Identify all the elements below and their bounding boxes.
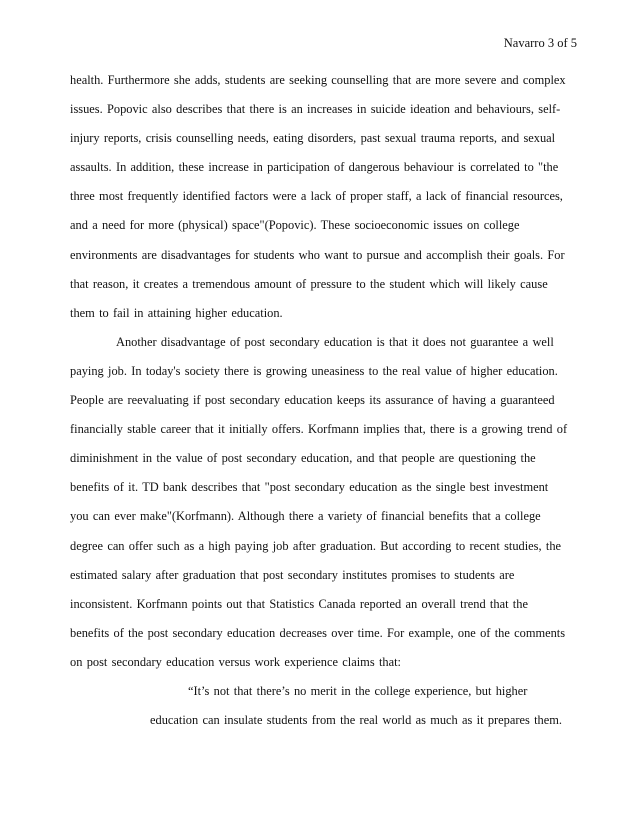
- text-line: estimated salary after graduation that post secondary institutes promises to students are: [70, 567, 515, 582]
- running-head: Navarro 3 of 5: [503, 36, 577, 50]
- block-quote-line: education can insulate students from the real world as much as it prepares them.: [150, 713, 562, 728]
- text-line: diminishment in the value of post secondary education, and that people are questioning the: [70, 451, 536, 466]
- text-line: that reason, it creates a tremendous amount of pressure to the student which will likely cause: [70, 276, 548, 291]
- text-line: environments are disadvantages for students who want to pursue and accomplish their goals. For: [70, 247, 565, 262]
- body-text: [70, 66, 570, 735]
- text-line: financially stable career that it initially offers. Korfmann implies that, there is a growing trend of: [70, 422, 568, 437]
- text-line: you can ever make"(Korfmann). Although there a variety of financial benefits that a college: [70, 509, 541, 524]
- text-line: assaults. In addition, these increase in participation of dangerous behaviour is correlated to "the: [70, 160, 559, 175]
- text-line: on post secondary education versus work experience claims that:: [70, 654, 401, 669]
- text-line: People are reevaluating if post secondary education keeps its assurance of having a guaranteed: [70, 393, 555, 408]
- block-quote-line: “It’s not that there’s no merit in the college experience, but higher: [188, 683, 528, 698]
- text-line: paying job. In today's society there is growing uneasiness to the real value of higher education.: [70, 363, 558, 378]
- text-line: benefits of it. TD bank describes that "post secondary education as the single best investment: [70, 480, 549, 495]
- text-line: degree can offer such as a high paying job after graduation. But according to recent studies, the: [70, 538, 562, 553]
- text-line: and a need for more (physical) space"(Popovic). These socioeconomic issues on college: [70, 218, 520, 233]
- paragraph-start-line: Another disadvantage of post secondary education is that it does not guarantee a well: [116, 334, 554, 349]
- text-line: them to fail in attaining higher education.: [70, 305, 283, 320]
- text-line: inconsistent. Korfmann points out that Statistics Canada reported an overall trend that the: [70, 596, 528, 611]
- text-line: issues. Popovic also describes that there is an increases in suicide ideation and behaviours, self-: [70, 102, 561, 117]
- text-line: three most frequently identified factors were a lack of proper staff, a lack of financial resources,: [70, 189, 563, 204]
- text-line: injury reports, crisis counselling needs, eating disorders, past sexual trauma reports, and sexual: [70, 131, 556, 146]
- text-line: benefits of the post secondary education decreases over time. For example, one of the comments: [70, 625, 566, 640]
- text-line: health. Furthermore she adds, students are seeking counselling that are more severe and complex: [70, 73, 566, 87]
